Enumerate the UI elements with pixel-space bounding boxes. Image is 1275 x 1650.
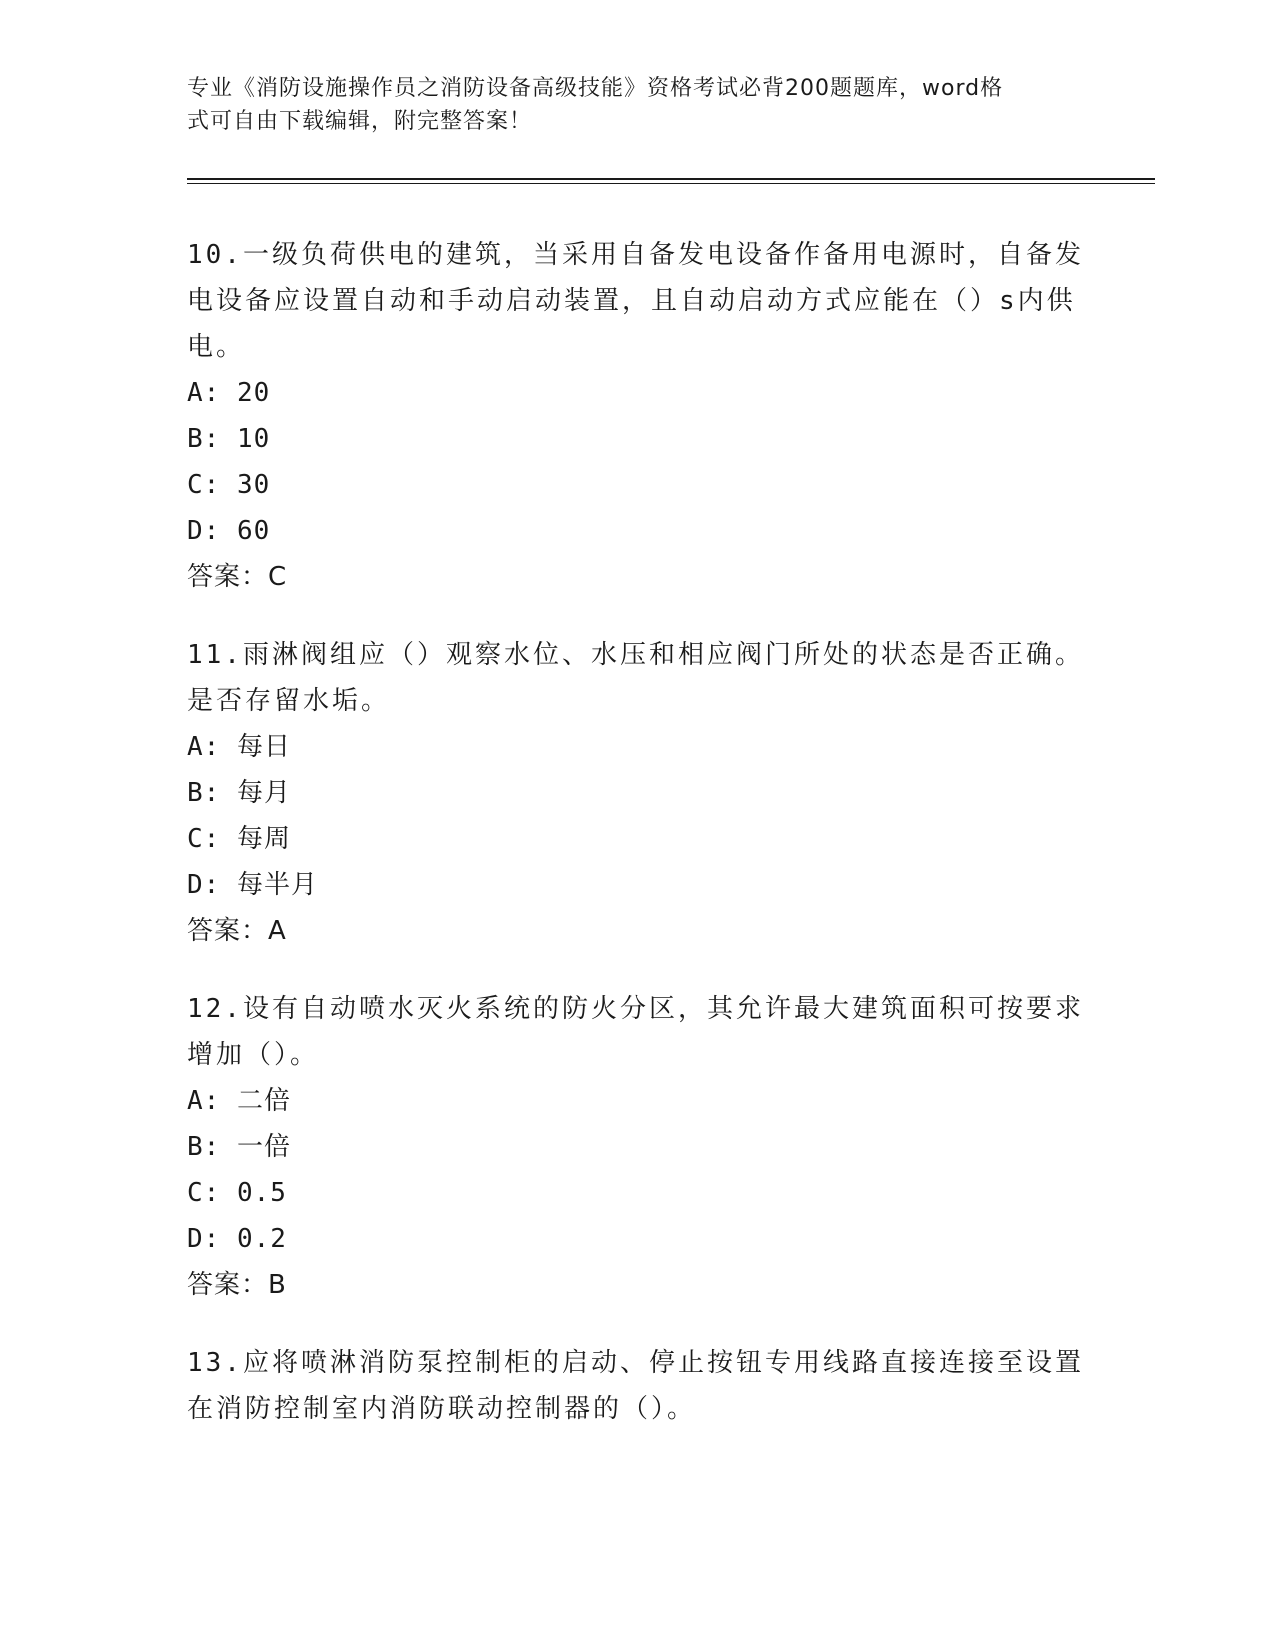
- question-text-line: 在消防控制室内消防联动控制器的（）。: [187, 1394, 697, 1424]
- question-10: [187, 232, 1087, 600]
- question-text-line: 是否存留水垢。: [187, 686, 391, 716]
- question-text-line: 电设备应设置自动和手动启动装置，且自动启动方式应能在（）s内供: [187, 286, 1076, 316]
- question-11: [187, 632, 1087, 954]
- question-text-line: 12.设有自动喷水灭火系统的防火分区，其允许最大建筑面积可按要求: [187, 994, 1084, 1024]
- option-a: A: 二倍: [187, 1086, 291, 1116]
- option-d: D: 0.2: [187, 1224, 287, 1254]
- header-divider-thick: [187, 178, 1155, 180]
- option-d: D: 每半月: [187, 870, 318, 900]
- question-12: [187, 986, 1087, 1308]
- question-text-line: 11.雨淋阀组应（）观察水位、水压和相应阀门所处的状态是否正确。: [187, 640, 1084, 670]
- option-a: A: 每日: [187, 732, 291, 762]
- document-header: [187, 72, 1067, 138]
- header-divider-thin: [187, 183, 1155, 184]
- answer: 答案：C: [187, 562, 288, 592]
- option-b: B: 10: [187, 424, 271, 454]
- option-b: B: 每月: [187, 778, 291, 808]
- option-c: C: 0.5: [187, 1178, 287, 1208]
- question-13: [187, 1340, 1087, 1432]
- question-text-line: 10.一级负荷供电的建筑，当采用自备发电设备作备用电源时，自备发: [187, 240, 1084, 270]
- option-c: C: 30: [187, 470, 271, 500]
- question-text-line: 13.应将喷淋消防泵控制柜的启动、停止按钮专用线路直接连接至设置: [187, 1348, 1084, 1378]
- option-a: A: 20: [187, 378, 271, 408]
- question-list: [187, 232, 1087, 1464]
- header-line-1: 专业《消防设施操作员之消防设备高级技能》资格考试必背200题题库，word格: [187, 76, 1004, 101]
- question-text-line: 增加（）。: [187, 1040, 320, 1070]
- answer: 答案：A: [187, 916, 287, 946]
- answer: 答案：B: [187, 1270, 287, 1300]
- header-line-2: 式可自由下载编辑，附完整答案！: [187, 109, 533, 134]
- question-text-line: 电。: [187, 332, 246, 362]
- option-d: D: 60: [187, 516, 271, 546]
- option-b: B: 一倍: [187, 1132, 291, 1162]
- option-c: C: 每周: [187, 824, 291, 854]
